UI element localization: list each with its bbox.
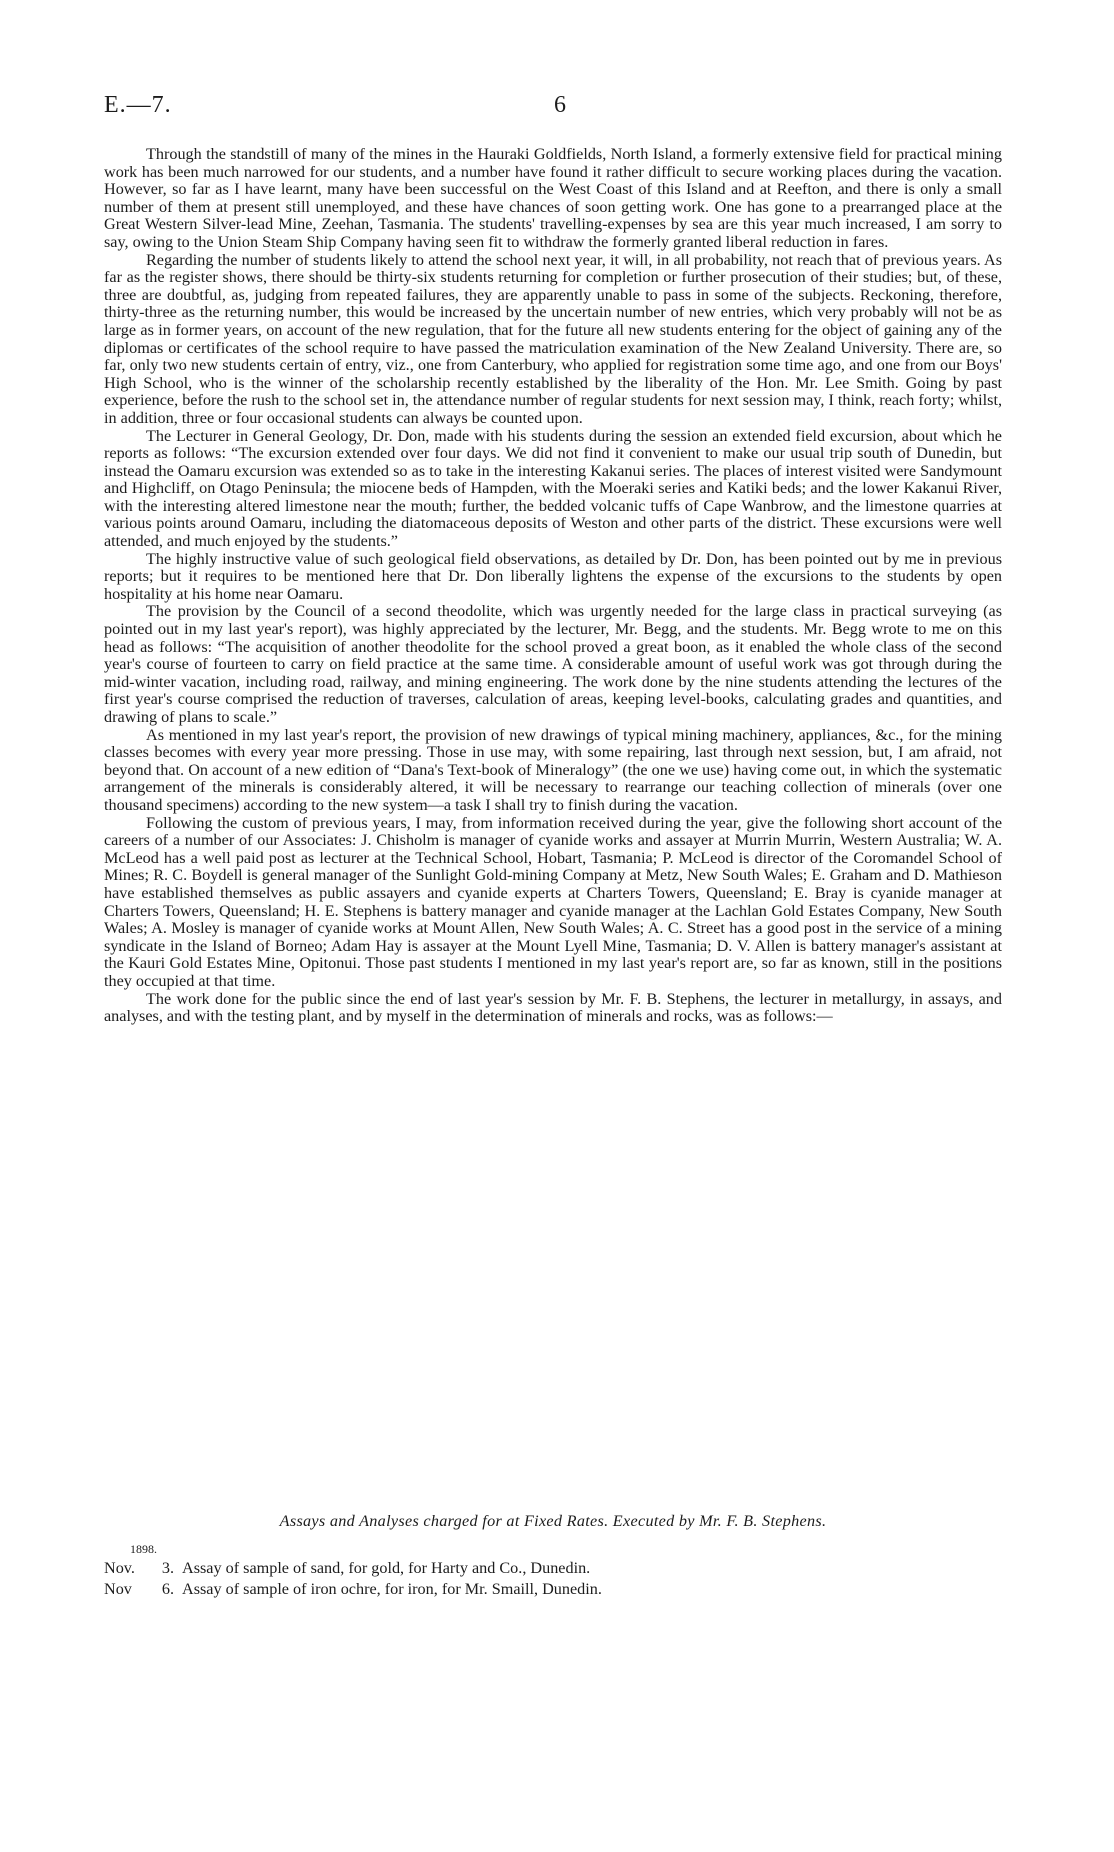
- assay-entry: [104, 1558, 1002, 1579]
- paragraph-attendance: Regarding the number of students likely to attend the school next year, it will, in all probability, not reach that of previous years. As far as the register shows, there should be thirty-six students returning for completion or further prosecution of their studies; but, of these, three are doubtful, as, judging from repeated failures, they are apparently unable to pass in some of the subjects. Reckoning, therefore, thirty-three as the returning number, this would be increased by the uncertain number of new entries, which very probably will not be as large as in former years, on account of the new regulation, that for the future all new students entering for the object of gaining any of the diplomas or certificates of the school require to have passed the matriculation examination of the New Zealand University. There are, so far, only two new students certain of entry, viz., one from Canterbury, who applied for registration some time ago, and one from our Boys' High School, who is the winner of the scholarship recently established by the liberality of the Hon. Mr. Lee Smith. Going by past experience, before the rush to the school set in, the attendance number of regular students for next session may, I think, reach forty; whilst, in addition, three or four occasional students can always be counted upon.: [104, 250, 1002, 427]
- page-header: [104, 92, 1002, 124]
- table-caption: Assays and Analyses charged for at Fixed Rates. Executed by Mr. F. B. Stephens.: [279, 1512, 827, 1530]
- paragraph-geology-excursion: The Lecturer in General Geology, Dr. Don, made with his students during the session an extended field excursion, about which he reports as follows: “The excursion extended over four days. We did not find it convenient to make our usual trip south of Dunedin, but instead the Oamaru excursion was extended so as to take in the interesting Kakanui series. The places of interest visited were Sandymount and Highcliff, on Otago Peninsula; the miocene beds of Hampden, with the Moeraki series and Katiki beds; and the lower Kakanui River, with the interesting altered limestone near the mouth; further, the bedded volcanic tuffs of Cape Wanbrow, and the limestone quarries at various points around Oamaru, including the diatomaceous deposits of Weston and other parts of the district. These excursions were well attended, and much enjoyed by the students.”: [104, 426, 1002, 551]
- entry-day: 3.: [161, 1559, 174, 1577]
- entry-text: Assay of sample of iron ochre, for iron, for Mr. Smaill, Dunedin.: [182, 1580, 602, 1598]
- paragraph-associates: Following the custom of previous years, I may, from information received during the year, give the following short account of the careers of a number of our Associates: J. Chisholm is manager of cyanide works and assayer at Murrin Murrin, Western Australia; W. A. McLeod has a well paid post as lecturer at the Technical School, Hobart, Tasmania; P. McLeod is director of the Coromandel School of Mines; R. C. Boydell is general manager of the Sunlight Gold-mining Company at Metz, New South Wales; E. Graham and D. Mathieson have established themselves as public assayers and cyanide experts at Charters Towers, Queensland; E. Bray is cyanide manager at Charters Towers, Queensland; H. E. Stephens is battery manager and cyanide manager at the Lachlan Gold Estates Company, New South Wales; A. Mosley is manager of cyanide works at Mount Allen, New South Wales; A. C. Street has a good post in the service of a mining syndicate in the Island of Borneo; Adam Hay is assayer at the Mount Lyell Mine, Tasmania; D. V. Allen is battery manager's assistant at the Kauri Gold Estates Mine, Opitonui. Those past students I mentioned in my last year's report are, so far as known, still in the positions they occupied at that time.: [104, 813, 1002, 990]
- paragraph-students-employment: Through the standstill of many of the mines in the Hauraki Goldfields, North Island, a formerly extensive field for practical mining work has been much narrowed for our students, and a number have found it rather difficult to secure working places during the vacation. However, so far as I have learnt, many have been successful on the West Coast of this Island and at Reefton, and there is only a small number of them at present still unemployed, and these have chances of soon getting work. One has gone to a prearranged place at the Great Western Silver-lead Mine, Zeehan, Tasmania. The students' travelling-expenses by sea are this year much increased, I am sorry to say, owing to the Union Steam Ship Company having seen fit to withdraw the formerly granted liberal reduction in fares.: [104, 145, 1002, 251]
- paragraph-drawings: As mentioned in my last year's report, the provision of new drawings of typical mining machinery, appliances, &c., for the mining classes becomes with every year more pressing. Those in use may, with some repairing, last through next session, but, I am afraid, not beyond that. On account of a new edition of “Dana's Text-book of Mineralogy” (the one we use) having come out, in which the systematic arrangement of the minerals is considerably altered, it will be necessary to rearrange our teaching collection of minerals (over one thousand specimens) according to the new system—a task I shall try to finish during the vacation.: [104, 725, 1002, 814]
- entry-month: Nov.: [104, 1559, 135, 1577]
- entry-text: Assay of sample of sand, for gold, for Harty and Co., Dunedin.: [182, 1559, 591, 1577]
- paragraph-field-observations: The highly instructive value of such geological field observations, as detailed by Dr. Don, has been pointed out by me in previous reports; but it requires to be mentioned here that Dr. Don liberally lightens the expense of the excursions to the students by open hospitality at his home near Oamaru.: [104, 549, 1002, 603]
- assay-entries: [104, 1558, 1002, 1600]
- entry-day: 6.: [161, 1580, 174, 1598]
- paragraph-theodolite: The provision by the Council of a second theodolite, which was urgently needed for the large class in practical surveying (as pointed out in my last year's report), was highly appreciated by the lecturer, Mr. Begg, and the students. Mr. Begg wrote to me on this head as follows: “The acquisition of another theodolite for the school proved a great boon, as it enabled the whole class of the second year's course of fourteen to carry on field practice at the same time. A considerable amount of useful work was got through during the mid-winter vacation, including road, railway, and mining engineering. The work done by the nine students attending the lectures of the first year's course comprised the reduction of traverses, calculation of areas, keeping level-books, calculating grades and quantities, and drawing of plans to scale.”: [104, 602, 1002, 726]
- document-reference: E.—7.: [104, 92, 172, 118]
- entry-month: Nov: [104, 1580, 132, 1598]
- report-body: [104, 146, 1002, 1026]
- paragraph-public-work: The work done for the public since the end of last year's session by Mr. F. B. Stephens, the lecturer in metallurgy, in assays, and analyses, and with the testing plant, and by myself in the determination of minerals and rocks, was as follows:—: [104, 989, 1002, 1026]
- table-year: 1898.: [130, 1542, 157, 1556]
- page-number: 6: [554, 92, 566, 118]
- assay-entry: [104, 1579, 1002, 1600]
